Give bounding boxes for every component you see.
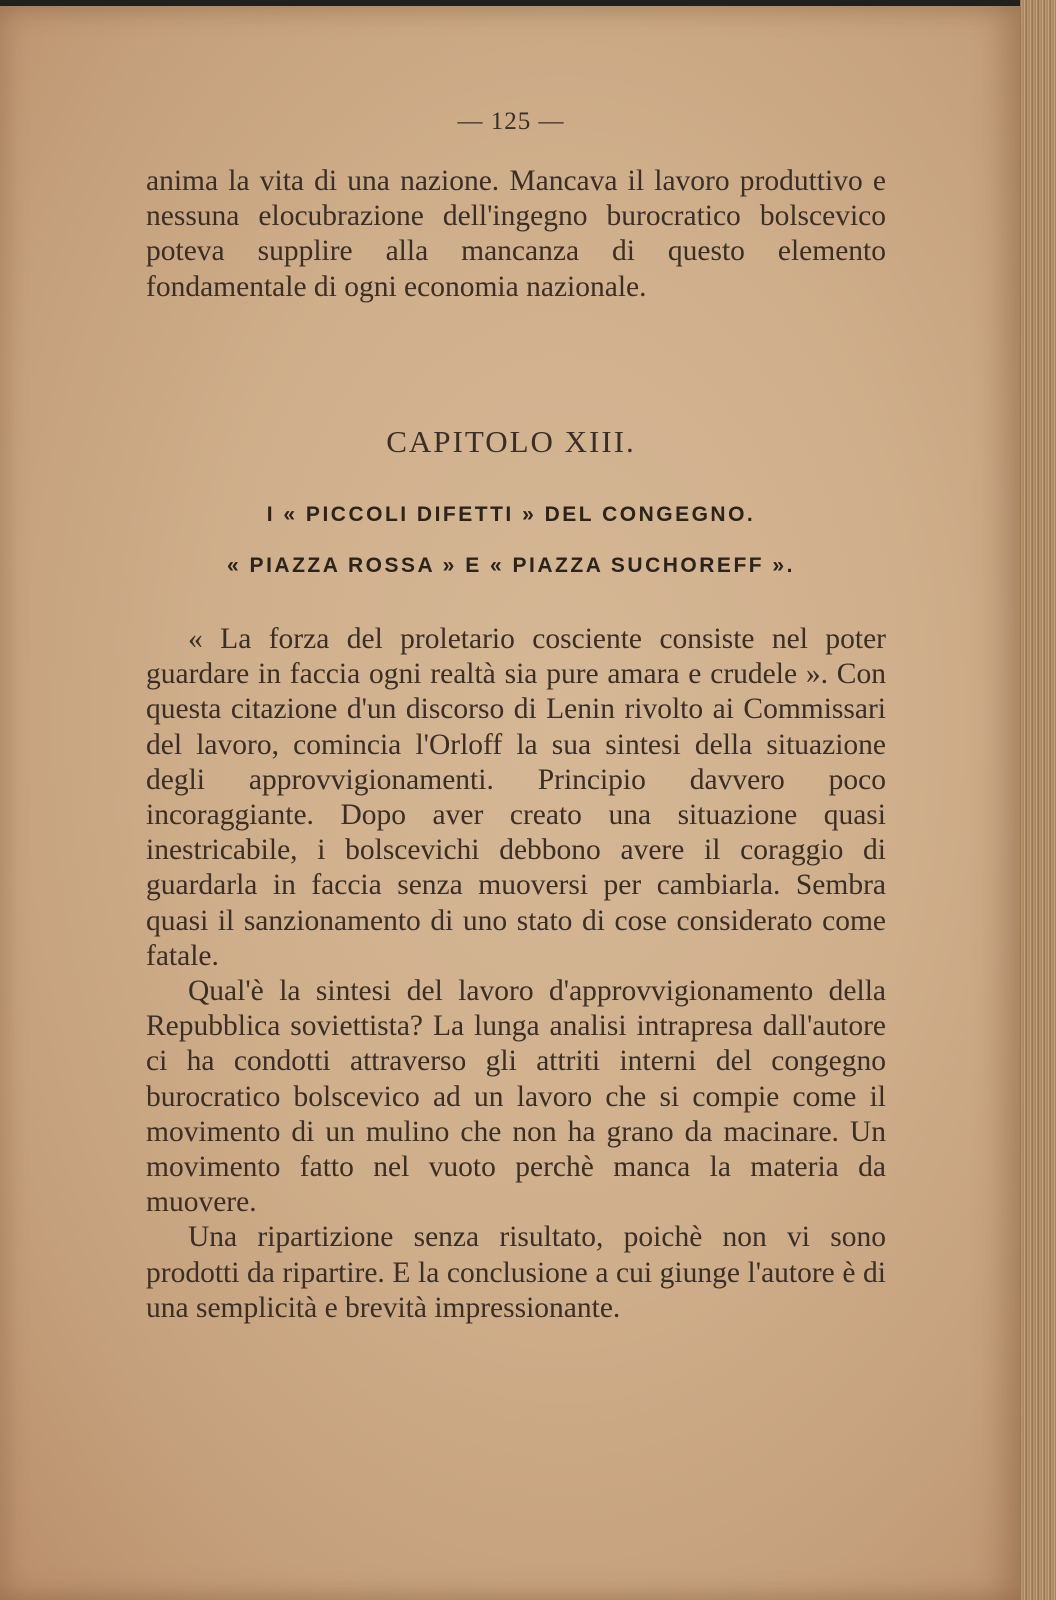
opening-text-block xyxy=(146,164,886,305)
book-page xyxy=(0,6,1022,1600)
body-paragraph: « La forza del proletario cosciente consiste nel poter guardare in faccia ogni realtà sia pure amara e crudele ». Con questa citazione d'un discorso di Lenin rivolto ai Commissari del lavoro, comincia l'Orloff la sua sintesi della situazione degli approvvigionamenti. Principio davvero poco incoraggiante. Dopo aver creato una situazione quasi inestricabile, i bolscevichi debbono avere il coraggio di guardarla in faccia senza muoversi per cambiarla. Sembra quasi il sanzionamento di uno stato di cose considerato come fatale. xyxy=(146,623,886,972)
page-number: — 125 — xyxy=(457,108,565,135)
opening-paragraph: anima la vita di una nazione. Mancava il lavoro produttivo e nessuna elocubrazione dell'ingegno burocratico bolscevico poteva supplire alla mancanza di questo elemento fondamentale di ogni economia nazionale. xyxy=(146,165,886,303)
chapter-heading: CAPITOLO XIII. xyxy=(386,424,636,459)
chapter-body xyxy=(146,622,886,1326)
chapter-subtitle-line-1: I « PICCOLI DIFETTI » DEL CONGEGNO. xyxy=(266,503,756,526)
body-paragraph: Una ripartizione senza risultato, poichè non vi sono prodotti da ripartire. E la conclusione a cui giunge l'autore è di una semplicità e brevità impressionante. xyxy=(146,1221,886,1324)
chapter-subtitle-line-2: « PIAZZA ROSSA » E « PIAZZA SUCHOREFF ». xyxy=(227,554,795,577)
book-page-edges xyxy=(1020,0,1056,1600)
body-paragraph: Qual'è la sintesi del lavoro d'approvvigionamento della Repubblica soviettista? La lunga analisi intrapresa dall'autore ci ha condotti attraverso gli attriti interni del congegno burocratico bolscevico ad un lavoro che si compie come il movimento di un mulino che non ha grano da macinare. Un movimento fatto nel vuoto perchè manca la materia da muovere. xyxy=(146,975,886,1219)
